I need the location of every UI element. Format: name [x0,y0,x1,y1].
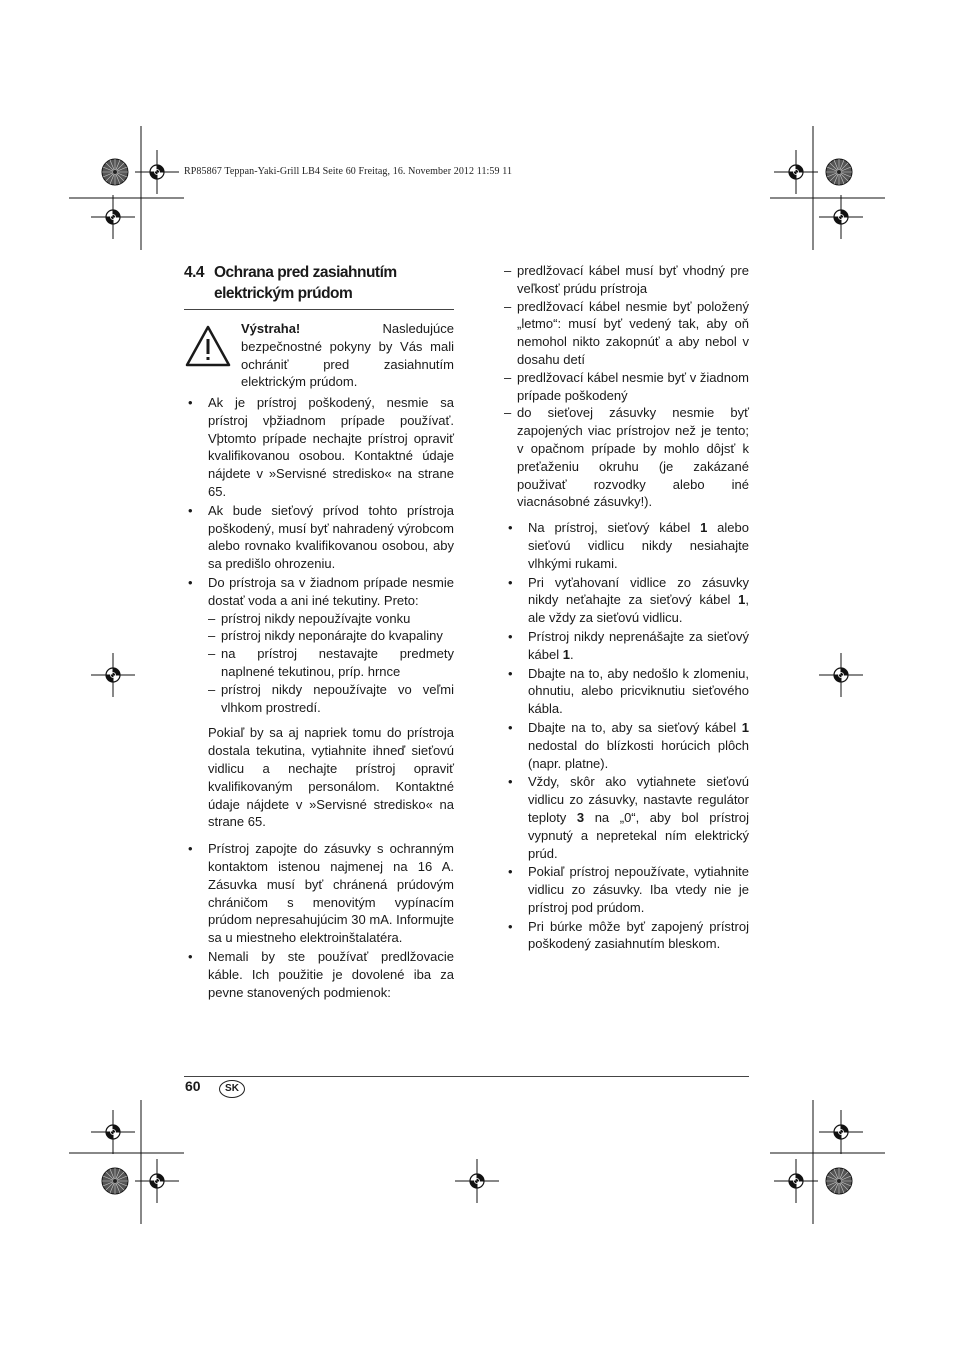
starburst-circle-icon [102,159,128,185]
safety-list [184,394,454,716]
starburst-circle-icon [826,1168,852,1194]
list-item [184,502,454,573]
sub-list-item: – predlžovací kábel nesmie byť v žiadnom prípade poškodený [504,369,749,403]
left-column [184,320,454,1002]
section-title-line1: Ochrana pred zasiahnutím [214,264,397,281]
section-title-line2: elektrickým prúdom [214,285,353,302]
warning-text: Nasledujúce bezpečnostné pokyny by Vás mali ochrániť pred zasiahnutím elektrickým prúdom. [241,321,454,390]
list-item-text: Prístroj zapojte do zásuvky s ochranným kontaktom istenou najmenej na 16 A. Zásuvka musí byť chránená prúdovým chráničom s menovitým vypínacím prúdom nepresahujúcim 30 mA. Informujte sa u miestneho elektroinštalatéra. [208,841,454,946]
bullet-icon: • [188,841,193,857]
list-item-text: Do prístroja sa v žiadnom prípade nesmie dostať voda a ani iné tekutiny. Preto: [208,574,454,608]
info-paragraph: Pokiaľ by sa aj napriek tomu do prístroja dostala tekutina, vytiahnite ihneď sieťovú vidlicu a nechajte prístroj opraviť kvalifikovaným personálom. Kontaktné údaje nájdete v »Servisné stredisko« na strane 65. [208,725,454,830]
list-item: • Dbajte na to, aby nedošlo k zlomeniu, ohnutiu, alebo pricviknutiu sieťového kábla. [508,665,749,717]
crosshair-circle-icon [455,1159,499,1203]
crosshair-circle-icon [91,195,135,239]
bullet-icon: • [188,502,193,518]
title-divider [184,309,454,310]
bullet-icon: • [188,395,193,410]
list-item: • Pokiaľ prístroj nepoužívate, vytiahnite vidlicu zo zásuvky. Iba vtedy nie je prístroj pod prúdom. [508,864,749,915]
crosshair-circle-icon [819,653,863,697]
section-number: 4.4 [184,264,205,281]
sub-list-item: – prístroj nikdy neponárajte do kvapaliny [208,628,443,644]
section-title [184,262,454,304]
warning-label: Výstraha! [241,321,301,336]
crosshair-circle-icon [91,1110,135,1154]
warning-text-block [241,320,454,391]
sub-list-item: – predlžovací kábel musí byť vhodný pre veľkosť prúdu prístroja [504,263,749,296]
right-column [504,262,749,954]
sub-list-item: – prístroj nikdy nepoužívajte vo veľmi vlhkom prostredí. [208,681,454,715]
list-item: • Na prístroj, sieťový kábel 1 alebo sieťovú vidlicu nikdy nesiahajte vlhkými rukami. [508,520,749,571]
list-item: • Pri vyťahovaní vidlice zo zásuvky nikdy neťahajte za sieťový kábel 1, ale vždy za sieťovú vidlicu. [508,574,749,626]
crosshair-circle-icon [819,1110,863,1154]
sub-list-item: – na prístroj nestavajte predmety naplnené tekutinou, príp. hrnce [208,646,454,679]
list-item-text: Ak je prístroj poškodený, nesmie sa prístroj vþžiadnom prípade používať. Vþtomto prípade nechajte prístroj opraviť kvalifikovanou osobou. Kontaktné údaje nájdete v »Servisné stredisko« na strane 65. [208,395,454,499]
list-item [184,574,454,716]
sub-list-item: – prístroj nikdy nepoužívajte vonku [208,610,411,626]
page-number: 60 [185,1078,201,1094]
list-item-text: Ak bude sieťový prívod tohto prístroja poškodený, musí byť nahradený výrobcom alebo rovnako kvalifikovanou osobou, aby sa predišlo ohrozeniu. [208,502,454,572]
starburst-circle-icon [826,159,852,185]
list-item [184,394,454,501]
list-item: • Dbajte na to, aby sa sieťový kábel 1 nedostal do blízkosti horúcich plôch (napr. platne). [508,719,749,771]
crosshair-circle-icon [819,195,863,239]
sub-list-item: – predlžovací kábel nesmie byť položený „letmo“: musí byť vedený tak, aby oň nemohol nikto zakopnúť a aby nebol v dosahu detí [504,298,749,367]
sub-list-item: – do sieťovej zásuvky nesmie byť zapojených viac prístrojov než je tento; v opačnom prípade by mohlo dôjsť k preťaženiu okruhu (je zakázané použivať rozvodky alebo iné viacnásobné zásuvky!). [504,405,749,510]
warning-triangle-icon [184,324,232,368]
list-item: • Prístroj nikdy neprenášajte za sieťový kábel 1. [508,628,749,662]
crosshair-circle-icon [135,1159,179,1203]
crosshair-circle-icon [91,653,135,697]
list-item [184,840,454,947]
list-item-text: Nemali by ste používať predlžovacie káble. Ich použitie je dovolené iba za pevne stanovených podmienok: [208,948,454,1000]
print-header: RP85867 Teppan-Yaki-Grill LB4 Seite 60 Freitag, 16. November 2012 11:59 11 [184,166,513,177]
list-item [184,948,454,1001]
bullet-icon: • [188,574,193,590]
warning-box [184,320,454,392]
crosshair-circle-icon [774,150,818,194]
list-item: • Vždy, skôr ako vytiahnete sieťovú vidlicu zo zásuvky, nastavte regulátor teploty 3 na „0“, aby bol prístroj vypnutý a nepretekal ním elektrický prúd. [508,774,749,861]
extension-cable-sub-list [504,262,749,511]
footer-divider [184,1076,749,1077]
language-badge: SK [219,1080,245,1098]
bullet-icon: • [188,948,193,964]
safety-list-continued [184,840,454,1001]
list-item: • Pri búrke môže byť zapojený prístroj poškodený zasiahnutím bleskom. [508,918,749,952]
crosshair-circle-icon [135,150,179,194]
starburst-circle-icon [102,1168,128,1194]
safety-list-right [504,519,749,953]
crosshair-circle-icon [774,1159,818,1203]
sub-list [208,610,454,717]
